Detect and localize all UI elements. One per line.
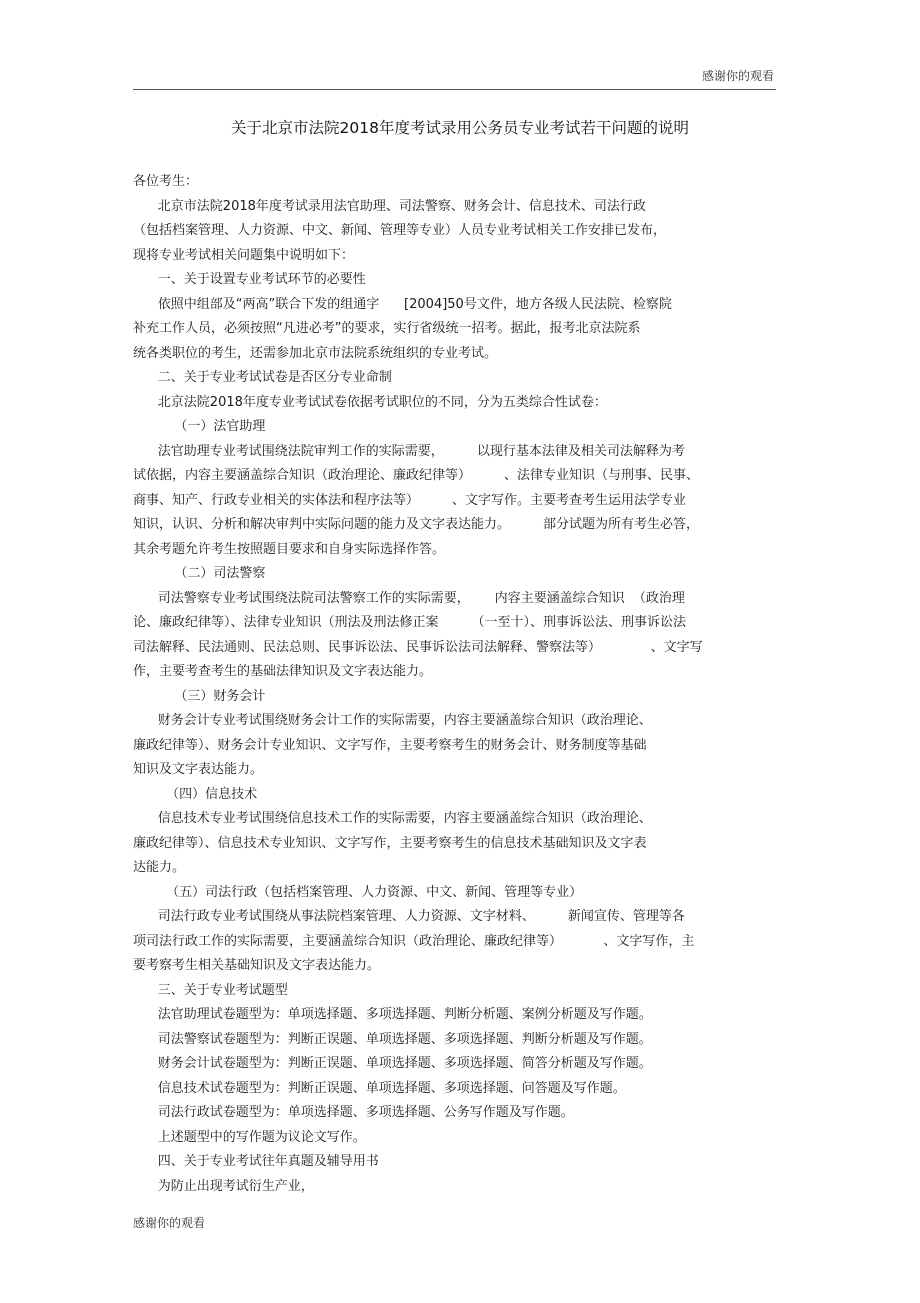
subsection-heading: （四）信息技术 bbox=[133, 786, 258, 802]
body-line: 统各类职位的考生，还需参加北京市法院系统组织的专业考试。 bbox=[133, 345, 498, 361]
body-line: 现将专业考试相关问题集中说明如下： bbox=[133, 247, 355, 263]
document-title: 关于北京市法院2018年度考试录用公务员专业考试若干问题的说明 bbox=[231, 119, 689, 137]
section-heading: 一、关于设置专业考试环节的必要性 bbox=[133, 272, 366, 287]
body-line: 财务会计试卷题型为：判断正误题、单项选择题、多项选择题、简答分析题及写作题。 bbox=[133, 1056, 652, 1071]
body-line: （包括档案管理、人力资源、中文、新闻、管理等专业）人员专业考试相关工作安排已发布， bbox=[133, 223, 667, 238]
body-line: 上述题型中的写作题为议论文写作。 bbox=[133, 1129, 366, 1145]
subsection-heading: （二）司法警察 bbox=[133, 566, 266, 581]
body-line: 商事、知产、行政专业相关的实体法和程序法等） 、文字写作。主要考查考生运用法学专业 bbox=[133, 492, 687, 508]
body-line: 财务会计专业考试围绕财务会计工作的实际需要，内容主要涵盖综合知识（政治理论、 bbox=[133, 713, 652, 728]
body-line: 为防止出现考试衍生产业， bbox=[133, 1178, 314, 1194]
body-line: 要考察考生相关基础知识及文字表达能力。 bbox=[133, 958, 381, 973]
body-line: 各位考生： bbox=[133, 174, 199, 189]
body-line: 北京市法院2018年度考试录用法官助理、司法警察、财务会计、信息技术、司法行政 bbox=[133, 198, 646, 214]
body-line: 法官助理试卷题型为：单项选择题、多项选择题、判断分析题、案例分析题及写作题。 bbox=[133, 1007, 652, 1022]
body-line: 法官助理专业考试围绕法院审判工作的实际需要， 以现行基本法律及相关司法解释为考 bbox=[133, 443, 685, 459]
body-line: 知识及文字表达能力。 bbox=[133, 762, 264, 777]
body-line: 信息技术专业考试围绕信息技术工作的实际需要，内容主要涵盖综合知识（政治理论、 bbox=[133, 811, 652, 826]
body-line: 司法警察试卷题型为：判断正误题、单项选择题、多项选择题、判断分析题及写作题。 bbox=[133, 1031, 652, 1047]
subsection-heading: （三）财务会计 bbox=[133, 688, 266, 704]
body-line: 项司法行政工作的实际需要，主要涵盖综合知识（政治理论、廉政纪律等） 、文字写作，主 bbox=[133, 933, 695, 949]
body-line: 补充工作人员，必须按照“凡进必考”的要求，实行省级统一招考。据此，报考北京法院系 bbox=[133, 321, 641, 336]
section-heading: 二、关于专业考试试卷是否区分专业命制 bbox=[133, 370, 392, 385]
body-line: 司法警察专业考试围绕法院司法警察工作的实际需要， 内容主要涵盖综合知识 （政治理 bbox=[133, 590, 685, 606]
body-line: 司法行政专业考试围绕从事法院档案管理、人力资源、文字材料、 新闻宣传、管理等各 bbox=[133, 909, 685, 924]
body-line: 论、廉政纪律等）、法律专业知识（刑法及刑法修正案 （一至十）、刑事诉讼法、刑事诉讼法 bbox=[133, 615, 687, 630]
body-line: 依照中组部及“两高”联合下发的组通字 [2004]50号文件，地方各级人民法院、检察院 bbox=[133, 296, 672, 312]
body-line: 其余考题允许考生按照题目要求和自身实际选择作答。 bbox=[133, 541, 446, 557]
body-line: 作，主要考查考生的基础法律知识及文字表达能力。 bbox=[133, 664, 433, 679]
page-header-text: 感谢你的观看 bbox=[701, 69, 774, 83]
body-line: 达能力。 bbox=[133, 860, 186, 875]
body-line: 信息技术试卷题型为：判断正误题、单项选择题、多项选择题、问答题及写作题。 bbox=[133, 1080, 626, 1096]
body-line: 知识，认识、分析和解决审判中实际问题的能力及文字表达能力。 部分试题为所有考生必答， bbox=[133, 517, 700, 532]
section-heading: 三、关于专业考试题型 bbox=[133, 982, 288, 998]
section-heading: 四、关于专业考试往年真题及辅导用书 bbox=[133, 1154, 379, 1169]
header-divider bbox=[133, 89, 776, 90]
body-line: 司法解释、民法通则、民法总则、民事诉讼法、民事诉讼法司法解释、警察法等） 、文字写 bbox=[133, 639, 703, 655]
body-line: 北京法院2018年度专业考试试卷依据考试职位的不同，分为五类综合性试卷： bbox=[133, 394, 607, 410]
subsection-heading: （五）司法行政（包括档案管理、人力资源、中文、新闻、管理等专业） bbox=[133, 884, 583, 900]
body-line: 廉政纪律等）、财务会计专业知识、文字写作，主要考察考生的财务会计、财务制度等基础 bbox=[133, 737, 647, 753]
body-line: 廉政纪律等）、信息技术专业知识、文字写作，主要考察考生的信息技术基础知识及文字表 bbox=[133, 835, 647, 851]
subsection-heading: （一）法官助理 bbox=[133, 419, 266, 434]
body-line: 司法行政试卷题型为：单项选择题、多项选择题、公务写作题及写作题。 bbox=[133, 1105, 574, 1120]
page-footer-text: 感谢你的观看 bbox=[133, 1216, 206, 1230]
body-line: 试依据，内容主要涵盖综合知识（政治理论、廉政纪律等） 、法律专业知识（与刑事、民事、 bbox=[133, 468, 700, 483]
document-body bbox=[133, 170, 773, 1199]
